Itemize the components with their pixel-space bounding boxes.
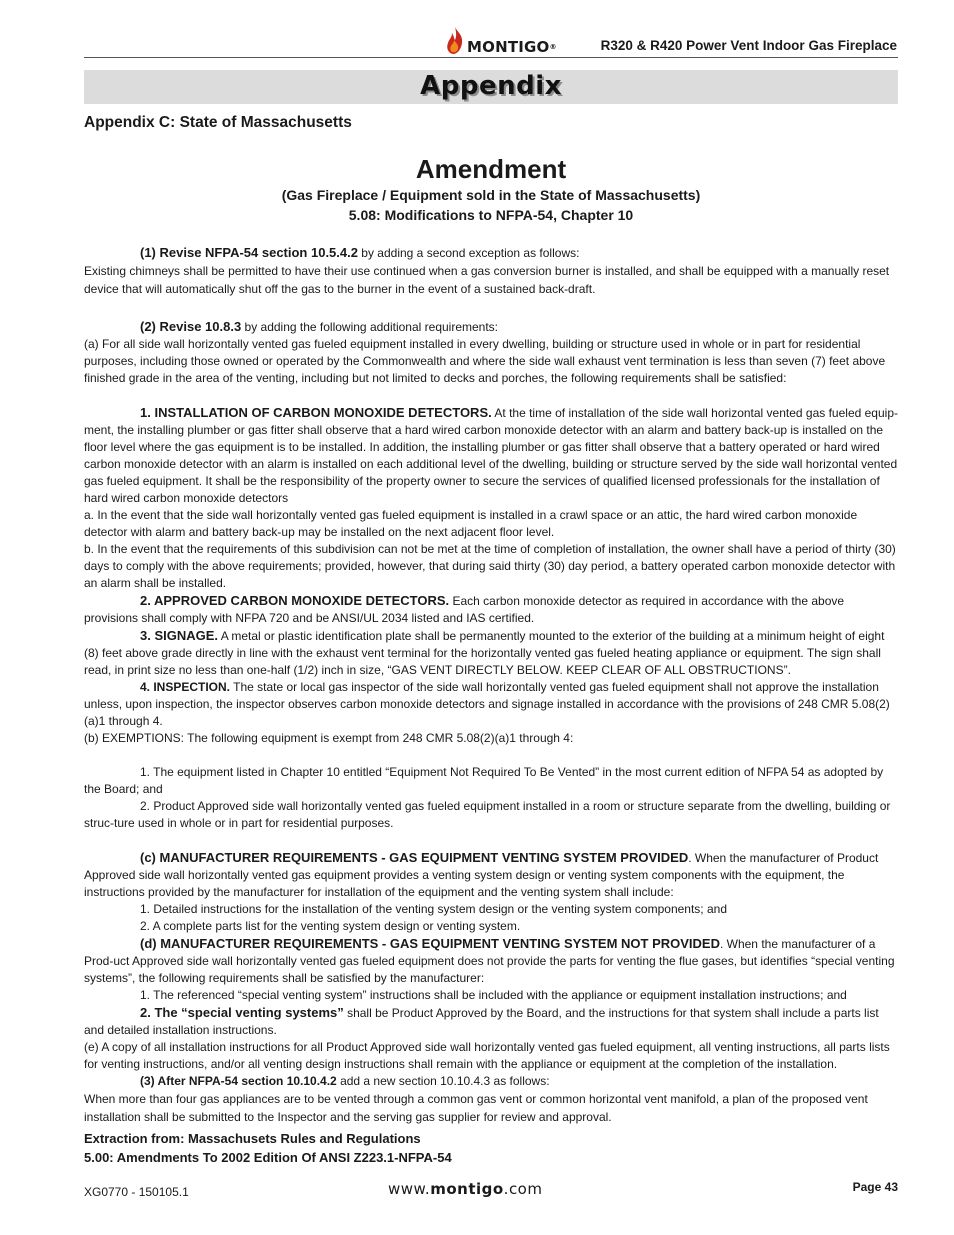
brand-name: MONTIGO® [467,38,557,56]
requirement-c-1: 1. Detailed instructions for the installation of the venting system design or the venting system components; and [140,902,727,916]
exemptions: (b) EXEMPTIONS: The following equipment is exempt from 248 CMR 5.08(2)(a)1 through 4: [84,731,574,745]
item-signage: 3. SIGNAGE. A metal or plastic identification plate shall be permanently mounted to the exterior of the building at a minimum height of eight (8) feet above grade directly in line with the exhaust vent terminal for the horizontally vented gas fueled heating appliance or equipment. The sign shall read, in print size no less than one-half (1/2) inch in size, “GAS VENT DIRECTLY BELOW. KEEP CLEAR OF ALL OBSTRUCTIONS”. [84,628,885,677]
document-code: XG0770 - 150105.1 [84,1185,189,1199]
paragraph-3-heading: (3) After NFPA-54 section 10.10.4.2 add a new section 10.10.4.3 as follows: [140,1074,550,1088]
requirement-e: (e) A copy of all installation instructions for all Product Approved side wall horizontally vented gas fueled equipment, all venting instructions, all parts lists for venting instructions, and/or all venting design instructions shall remain with the appliance or equipment at the completion of the installation. [84,1040,890,1071]
exemption-2: 2. Product Approved side wall horizontally vented gas fueled equipment installed in a room or structure separate from the dwelling, building or struc-ture used in whole or in part for residential purposes. [84,799,891,830]
paragraph-3-text: When more than four gas appliances are to be vented through a common gas vent or common horizontal vent manifold, a plan of the proposed vent installation shall be submitted to the Inspector and the serving gas supplier for review and approval. [84,1092,868,1124]
exemption-1: 1. The equipment listed in Chapter 10 entitled “Equipment Not Required To Be Vented” in the most current edition of NFPA 54 as adopted by the Board; and [84,765,884,796]
header-divider [84,57,898,58]
item-co-detectors: 1. INSTALLATION OF CARBON MONOXIDE DETECTORS. At the time of installation of the side wall horizontal vented gas fueled equip-ment, the installing plumber or gas fitter shall observe that a hard wired carbon monoxide detector with an alarm and battery back-up is installed on the floor level where the gas equipment is to be installed. In addition, the installing plumber or gas fitter shall observe that a battery operated or hard wired carbon monoxide detector with an alarm is installed on each additional level of the dwelling, building or structure served by the side wall horizontal vented gas fueled equipment. It shall be the responsibility of the property owner to secure the services of qualified licensed professionals for the installation of hard wired carbon monoxide detectors [84,405,898,505]
manufacturer-requirements-provided: (c) MANUFACTURER REQUIREMENTS - GAS EQUIPMENT VENTING SYSTEM PROVIDED. When the manufacturer of Product Approved side wall horizontally vented gas equipment provides a venting system design or venting system components with the equipment, the instructions provided by the manufacturer for installation of the equipment and the venting system shall include: [84,850,879,899]
item-co-detectors-a: a. In the event that the side wall horizontally vented gas fueled equipment is installed in a crawl space or an attic, the hard wired carbon monoxide detector with alarm and battery back-up may be installed on the next adjacent floor level. [84,508,858,539]
website-link[interactable]: www.montigo.com [388,1180,543,1198]
item-inspection: 4. INSPECTION. The state or local gas inspector of the side wall horizontally vented gas fueled equipment shall not approve the installation unless, upon inspection, the inspector observes carbon monoxide detectors and signage installed in accordance with the provisions of 248 CMR 5.08(2)(a)1 through 4. [84,680,890,728]
montigo-logo [444,24,557,56]
requirement-d-1: 1. The referenced “special venting system” instructions shall be included with the appliance or equipment installation instructions; and [140,988,847,1002]
requirement-d-2: 2. The “special venting systems” shall be Product Approved by the Board, and the instructions for that system shall include a parts list and detailed installation instructions. [84,1005,879,1037]
amendment-body [84,244,898,1126]
extraction-source: Extraction from: Massachusets Rules and Regulations [84,1131,421,1146]
manufacturer-requirements-not-provided: (d) MANUFACTURER REQUIREMENTS - GAS EQUIPMENT VENTING SYSTEM NOT PROVIDED. When the manufacturer of a Prod-uct Approved side wall horizontally vented gas fueled equipment does not provide the parts for venting the flue gases, but identifies “special venting systems”, the following requirements shall be satisfied by the manufacturer: [84,936,895,985]
paragraph-2-text: (a) For all side wall horizontally vented gas fueled equipment installed in every dwelling, building or structure used in whole or in part for residential purposes, including those owned or operated by the Commonwealth and where the side wall exhaust vent termination is less than seven (7) feet above finished grade in the area of the venting, including but not limited to decks and porches, the following requirements shall be satisfied: [84,337,886,385]
paragraph-1-text: Existing chimneys shall be permitted to have their use continued when a gas conversion burner is installed, and shall be equipped with a manually reset device that will automatically shut off the gas to the burner in the event of a sustained back-draft. [84,264,890,296]
paragraph-1-heading: (1) Revise NFPA-54 section 10.5.4.2 by adding a second exception as follows: [140,245,580,260]
extraction-note [84,1129,452,1167]
extraction-reference: 5.00: Amendments To 2002 Edition Of ANSI Z223.1-NFPA-54 [84,1150,452,1165]
section-title: Appendix C: State of Massachusetts [84,114,352,131]
paragraph-2-heading: (2) Revise 10.8.3 by adding the following additional requirements: [140,319,499,334]
amendment-subtitle: (Gas Fireplace / Equipment sold in the State of Massachusetts) [281,187,701,203]
item-co-detectors-b: b. In the event that the requirements of this subdivision can not be met at the time of completion of installation, the owner shall have a period of thirty (30) days to comply with the above requirements; provided, however, that during said thirty (30) day period, a battery operated carbon monoxide detector with an alarm shall be installed. [84,542,896,590]
requirement-c-2: 2. A complete parts list for the venting system design or venting system. [140,919,521,933]
appendix-banner [84,70,898,104]
banner-title: Appendix [420,71,562,101]
amendment-title: Amendment [415,154,567,184]
flame-icon [444,26,466,56]
item-approved-detectors: 2. APPROVED CARBON MONOXIDE DETECTORS. Each carbon monoxide detector as required in accordance with the above provisions shall comply with NFPA 720 and be ANSI/UL 2034 listed and IAS certified. [84,593,845,625]
document-title: R320 & R420 Power Vent Indoor Gas Fireplace [600,38,897,53]
page-number: Page 43 [852,1180,898,1194]
amendment-section-ref: 5.08: Modifications to NFPA-54, Chapter 10 [348,207,634,223]
